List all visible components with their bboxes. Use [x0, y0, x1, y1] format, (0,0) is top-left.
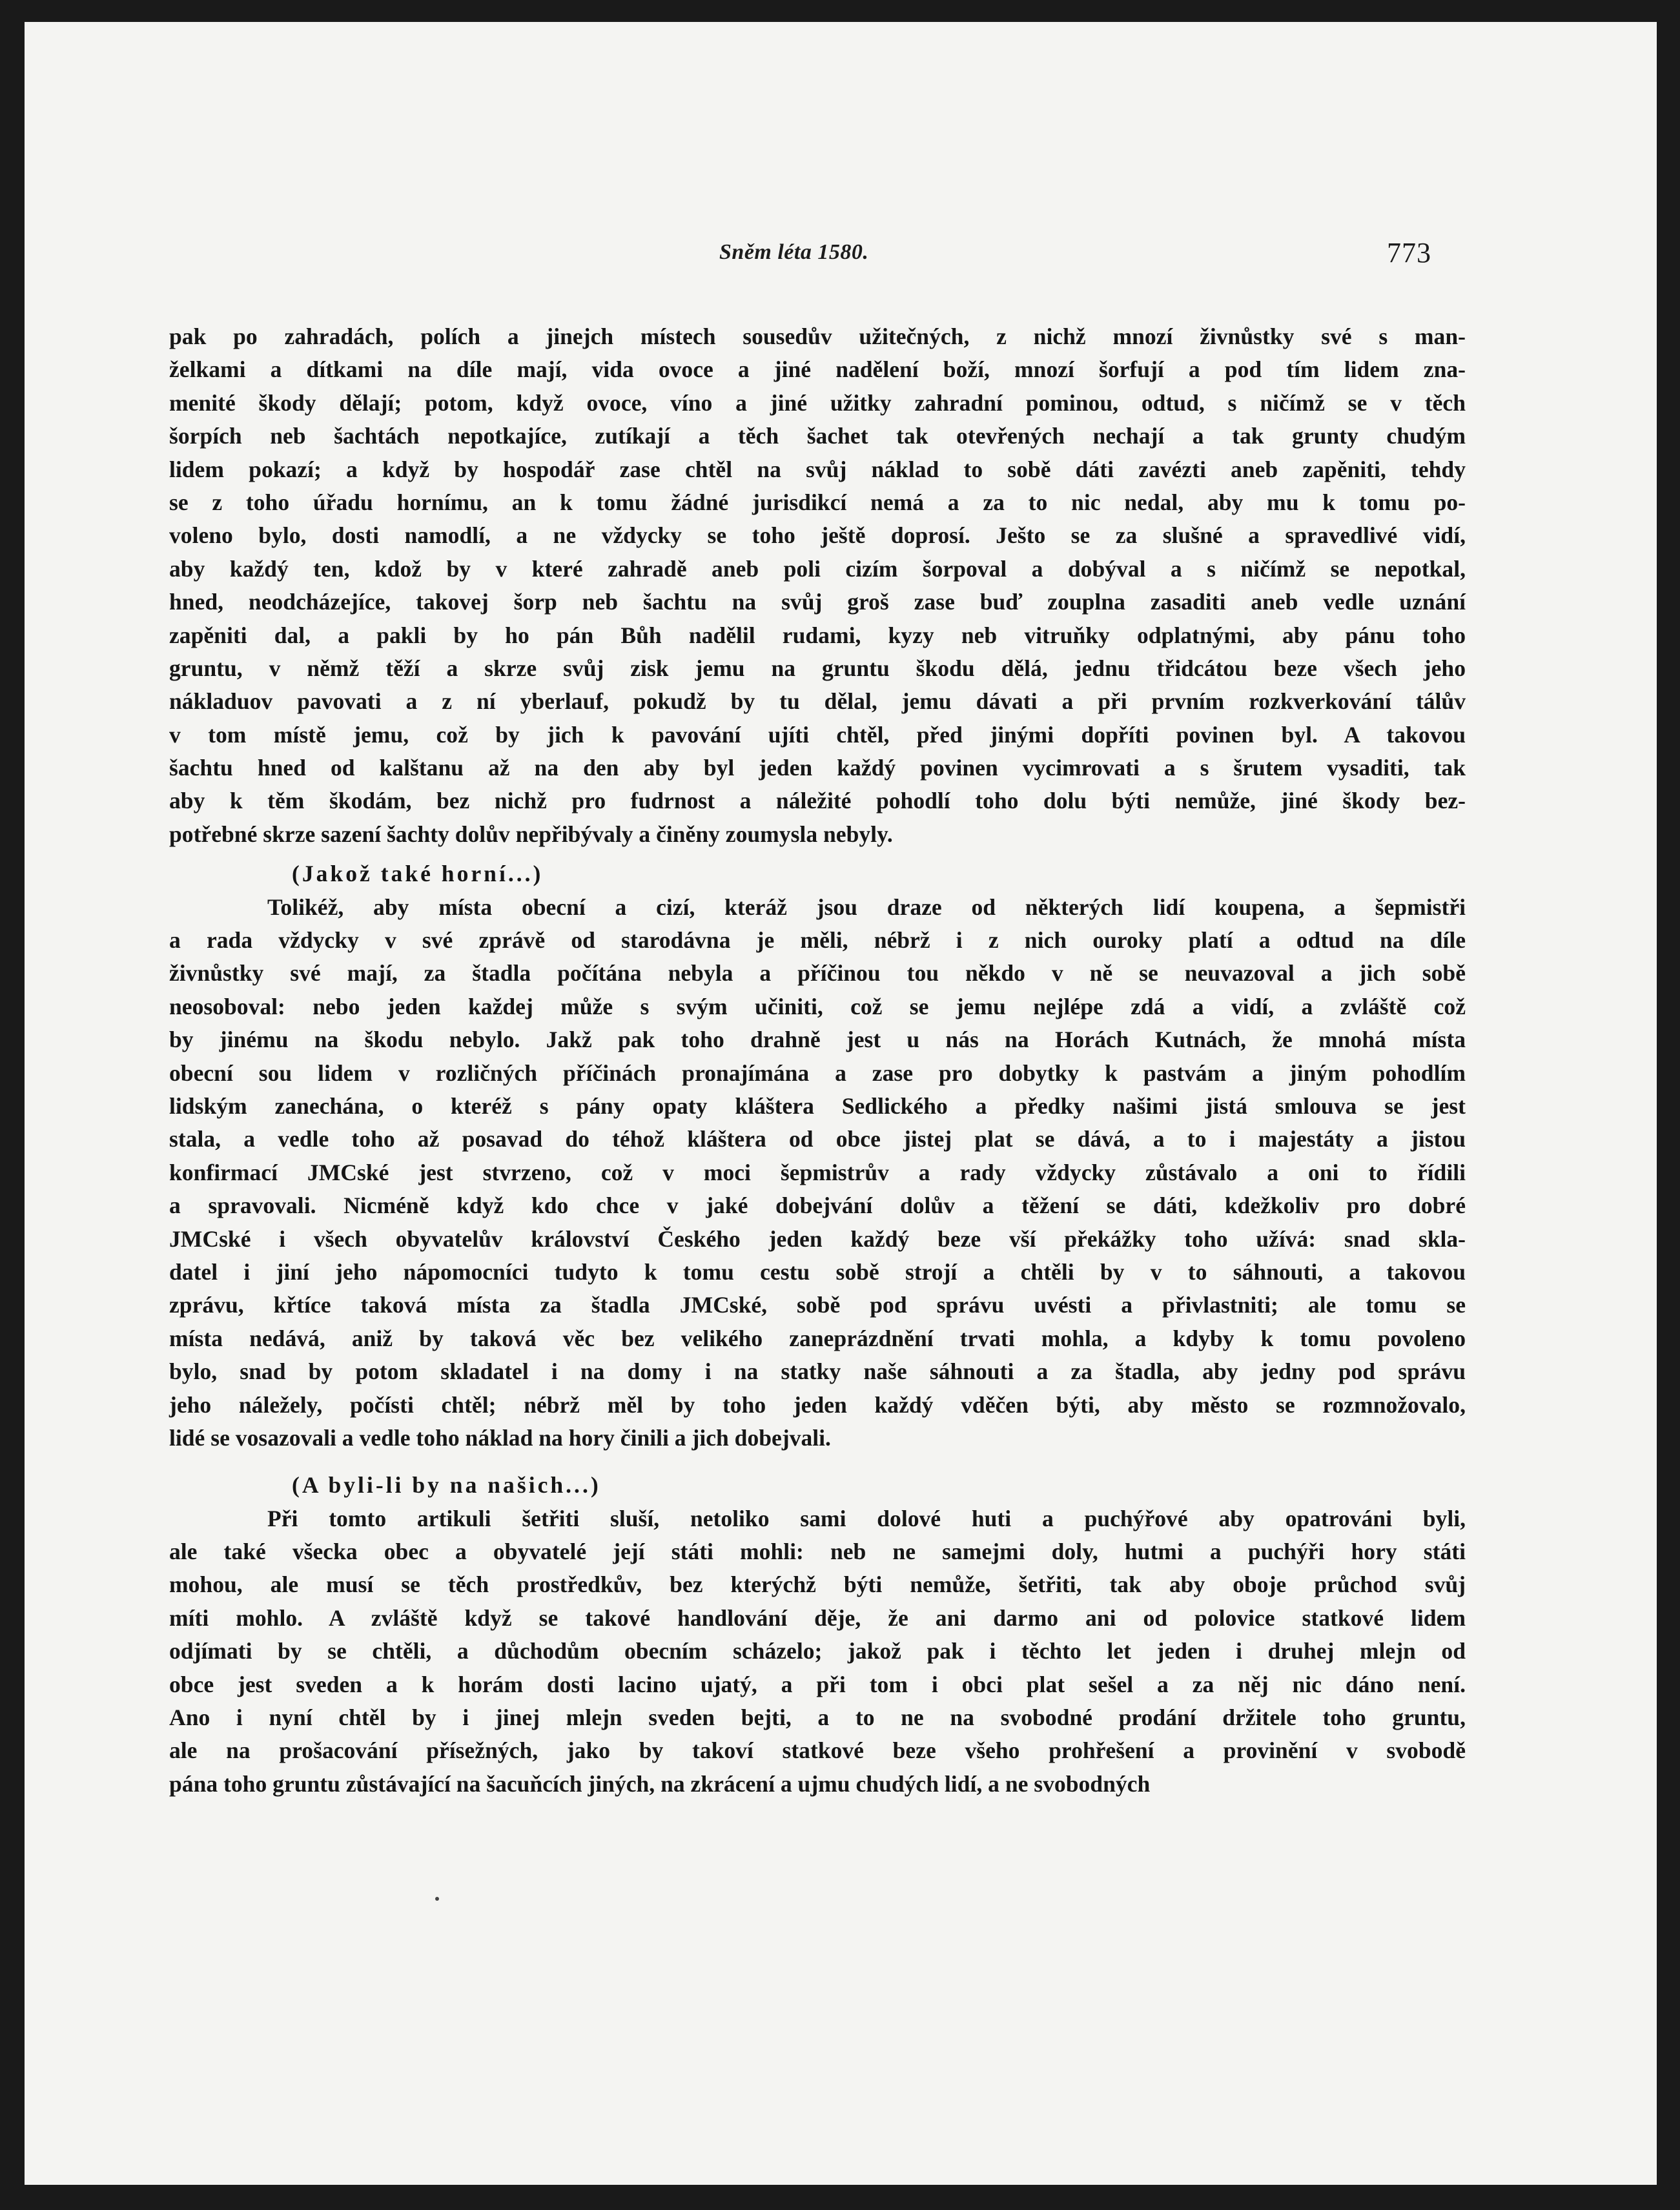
text-line: šachtu hned od kalštanu až na den aby byl jeden každý povinen vycimrovati a s šrutem vysaditi, tak	[169, 755, 1466, 781]
body-text	[169, 320, 1466, 1801]
text-line: ale na prošacování přísežných, jako by takoví statkové beze všeho prohřešení a provinění v svobodě	[169, 1737, 1466, 1764]
page-number: 773	[1387, 237, 1431, 269]
text-line: Ano i nyní chtěl by i jinej mlejn sveden bejti, a to ne na svobodné prodání držitele toho gruntu,	[169, 1704, 1466, 1731]
section-heading: (A byli-li by na našich...)	[292, 1472, 601, 1499]
scanned-page	[25, 22, 1657, 2185]
text-line: místa nedává, aniž by taková věc bez velikého zaneprázdnění trvati mohla, a kdyby k tomu povoleno	[169, 1325, 1466, 1351]
text-line: bylo, snad by potom skladatel i na domy i na statky naše sáhnouti a za štadla, aby jedny pod správu	[169, 1358, 1466, 1385]
text-line: pána toho gruntu zůstávající na šacuňcích jiných, na zkrácení a ujmu chudých lidí, a ne svobodných	[169, 1770, 1151, 1797]
text-line: se z toho úřadu hornímu, an k tomu žádné jurisdikcí nemá a za to nic nedal, aby mu k tomu po-	[169, 489, 1466, 515]
text-line: neosoboval: nebo jeden každej může s svým učiniti, což se jemu nejlépe zdá a vidí, a zvláště což	[169, 993, 1466, 1019]
text-line: obce jest sveden a k horám dosti lacino ujatý, a při tom i obci plat sešel a za něj nic dáno není.	[169, 1671, 1466, 1697]
scan-speck	[435, 1897, 439, 1901]
text-line: JMCské i všech obyvatelův království Českého jeden každý beze vší překážky toho užívá: snad skla-	[169, 1225, 1466, 1252]
text-line: lidé se vosazovali a vedle toho náklad na hory činili a jich dobejvali.	[169, 1424, 831, 1451]
text-line: ale také všecka obec a obyvatelé její státi mohli: neb ne samejmi doly, hutmi a puchýři hory státi	[169, 1539, 1466, 1565]
text-line: zapěniti dal, a pakli by ho pán Bůh nadělil rudami, kyzy neb vitruňky odplatnými, aby pánu toho	[169, 622, 1466, 648]
paragraph	[169, 1502, 1466, 1801]
paragraph-gap	[169, 851, 1466, 857]
text-line: lidským zanechána, o kteréž s pány opaty kláštera Sedlického a předky našimi jistá smlouva se jest	[169, 1092, 1466, 1119]
text-line: lidem pokazí; a když by hospodář zase chtěl na svůj náklad to sobě dáti zavézti aneb zapěniti, tehdy	[169, 456, 1466, 482]
text-line: voleno bylo, dosti namodlí, a ne vždycky se toho ještě doprosí. Ješto se za slušné a spravedlivé vidí,	[169, 522, 1466, 549]
text-line: aby k těm škodám, bez nichž pro fudrnost a náležité pohodlí toho dolu býti nemůže, jiné škody bez-	[169, 788, 1466, 814]
text-line: jeho náležely, počísti chtěl; nébrž měl by toho jeden každý vděčen býti, aby město se rozmnožovalo,	[169, 1391, 1466, 1418]
text-line: aby každý ten, kdož by v které zahradě aneb poli cizím šorpoval a dobýval a s ničímž se nepotkal,	[169, 555, 1466, 582]
text-line: pak po zahradách, polích a jinejch místech sousedův užitečných, z nichž mnozí živnůstky své s man-	[169, 323, 1466, 349]
text-line: potřebné skrze sazení šachty dolův nepřibývaly a činěny zoumysla nebyly.	[169, 821, 893, 847]
text-line: konfirmací JMCské jest stvrzeno, což v moci šepmistrův a rady vždycky zůstávalo a oni to řídili	[169, 1159, 1466, 1185]
text-line: menité škody dělají; potom, když ovoce, víno a jiné užitky zahradní pominou, odtud, s ničímž se v těch	[169, 389, 1466, 416]
text-line: mohou, ale musí se těch prostředkův, bez kterýchž býti nemůže, šetřiti, tak aby oboje průchod svůj	[169, 1571, 1466, 1598]
text-line: hned, neodcházejíce, takovej šorp neb šachtu na svůj groš zase buď zouplna zasaditi aneb vedle uznání	[169, 589, 1466, 615]
page-header	[25, 235, 1657, 274]
text-line: Tolikéž, aby místa obecní a cizí, kteráž jsou draze od některých lidí koupena, a šepmistři	[267, 894, 1466, 920]
text-line: datel i jiní jeho nápomocníci tudyto k tomu cestu sobě strojí a chtěli by v to sáhnouti, a takovou	[169, 1258, 1466, 1285]
text-line: gruntu, v němž těží a skrze svůj zisk jemu na gruntu škodu dělá, jednu třidcátou beze všech jeho	[169, 655, 1466, 681]
text-line: odjímati by se chtěli, a důchodům obecním scházelo; jakož pak i těchto let jeden i druhej mlejn od	[169, 1638, 1466, 1664]
text-line: obecní sou lidem v rozličných příčinách pronajímána a zase pro dobytky k pastvám a jiným pohodlím	[169, 1059, 1466, 1086]
text-line: míti mohlo. A zvláště když se takové handlování děje, že ani darmo ani od polovice statkové lidem	[169, 1604, 1466, 1631]
text-line: zprávu, křtíce taková místa za štadla JMCské, sobě pod správu uvésti a přivlastniti; ale tomu se	[169, 1292, 1466, 1318]
text-line: Při tomto artikuli šetřiti sluší, netoliko sami dolové huti a puchýřové aby opatrováni byli,	[267, 1505, 1466, 1531]
paragraph	[169, 891, 1466, 1455]
section-heading: (Jakož také horní...)	[292, 861, 544, 887]
scan-edge-mark	[25, 22, 49, 93]
running-title: Sněm léta 1580.	[719, 240, 869, 264]
text-line: a spravovali. Nicméně když kdo chce v jaké dobejvání dolův a těžení se dáti, kdežkoliv pro dobré	[169, 1192, 1466, 1219]
paragraph-gap	[169, 1455, 1466, 1469]
text-line: v tom místě jemu, což by jich k pavování ujíti chtěl, před jinými dopříti povinen byl. A takovou	[169, 721, 1466, 748]
text-line: stala, a vedle toho až posavad do téhož kláštera od obce jistej plat se dává, a to i majestáty a jistou	[169, 1126, 1466, 1152]
text-line: šorpích neb šachtách nepotkajíce, zutíkají a těch šachet tak otevřených nechají a tak grunty chudým	[169, 423, 1466, 449]
paragraph	[169, 320, 1466, 851]
text-line: nákladuov pavovati a z ní yberlauf, pokudž by tu dělal, jemu dávati a při prvním rozkverkování tálův	[169, 688, 1466, 715]
text-line: želkami a dítkami na díle mají, vida ovoce a jiné nadělení boží, mnozí šorfují a pod tím lidem zna-	[169, 356, 1466, 383]
text-line: a rada vždycky v své zprávě od starodávna je měli, nébrž i z nich ouroky platí a odtud na díle	[169, 927, 1466, 954]
text-line: by jinému na škodu nebylo. Jakž pak toho drahně jest u nás na Horách Kutnách, že mnohá místa	[169, 1027, 1466, 1053]
text-line: živnůstky své mají, za štadla počítána nebyla a příčinou tou někdo v ně se neuvazoval a jich sobě	[169, 960, 1466, 987]
